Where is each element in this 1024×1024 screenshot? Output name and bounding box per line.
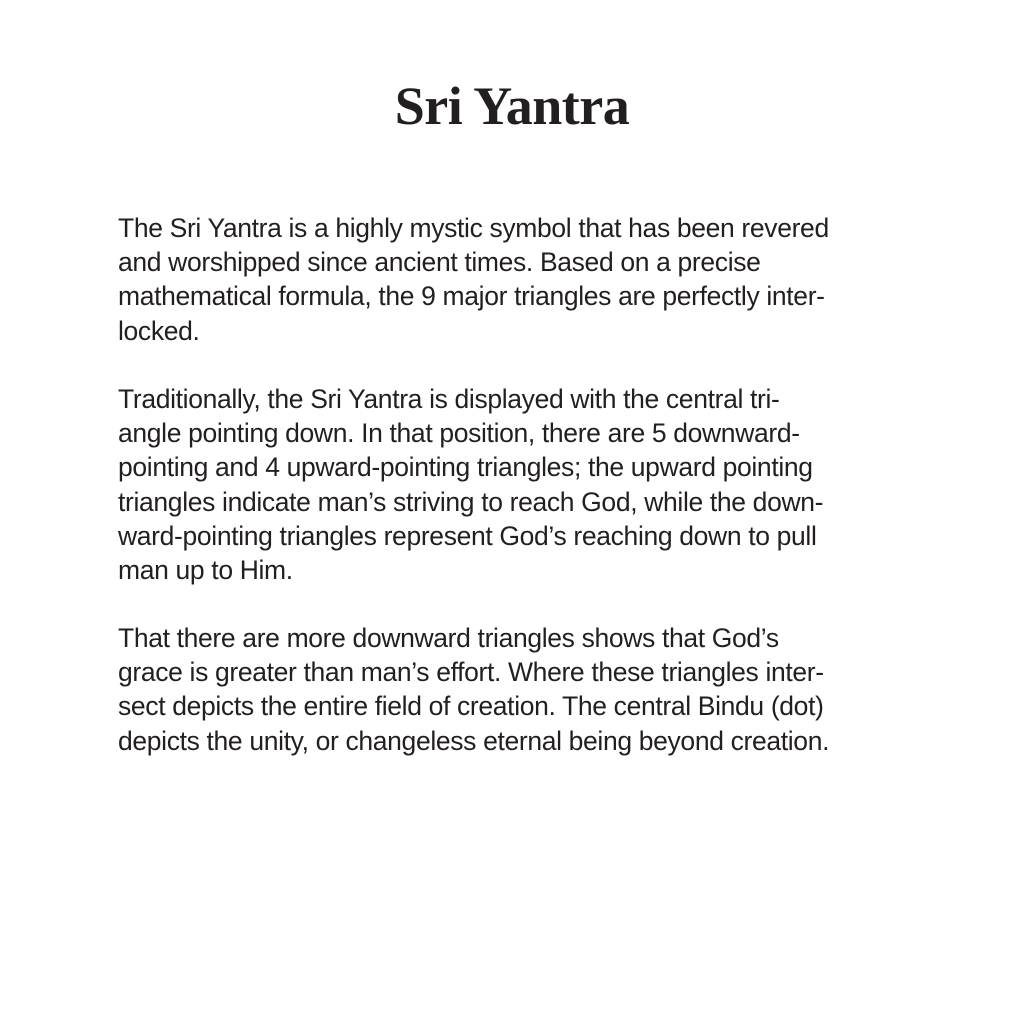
text-line: man up to Him.: [118, 555, 293, 586]
text-line: triangles indicate man’s striving to reach God, while the down-: [118, 486, 824, 517]
paragraph-meaning: [118, 621, 918, 758]
text-line: The Sri Yantra is a highly mystic symbol that has been revered: [118, 213, 829, 243]
text-line: Traditionally, the Sri Yantra is displayed with the central tri-: [118, 384, 780, 414]
paragraph-tradition: [118, 382, 918, 587]
paragraph-intro: [118, 211, 918, 348]
text-line: ward-pointing triangles represent God’s reaching down to pull: [118, 520, 817, 551]
text-line: sect depicts the entire field of creation. The central Bindu (dot): [118, 691, 824, 722]
text-line: depicts the unity, or changeless eternal being beyond creation.: [118, 725, 830, 756]
text-line: locked.: [118, 315, 200, 346]
text-line: and worshipped since ancient times. Based on a precise: [118, 247, 761, 278]
text-line: mathematical formula, the 9 major triangles are perfectly inter-: [118, 281, 825, 312]
text-line: pointing and 4 upward-pointing triangles; the upward pointing: [118, 452, 813, 483]
page-title: Sri Yantra: [394, 76, 630, 136]
text-line: grace is greater than man’s effort. Where these triangles inter-: [118, 657, 824, 688]
text-line: angle pointing down. In that position, there are 5 downward-: [118, 418, 800, 449]
text-line: That there are more downward triangles shows that God’s: [118, 623, 779, 653]
